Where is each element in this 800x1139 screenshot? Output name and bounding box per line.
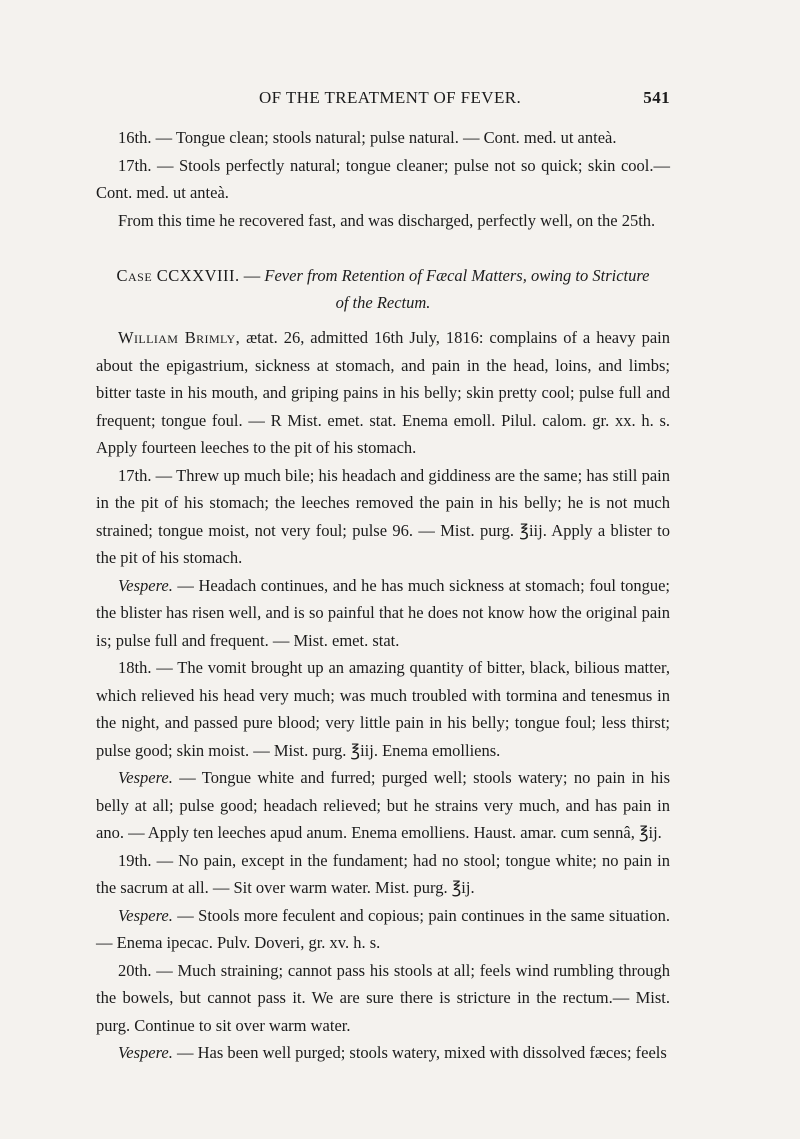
- entry-text: 17th. — Threw up much bile; his headach and giddiness are the same; has still pain in the pit of his stomach; the leeches removed the pain in his belly; he is not much strained; tongue moist, not very foul; pulse 96. — Mist. purg. ℥iij. Apply a blister to the pit of his stomach.: [96, 465, 670, 567]
- entry-text: 20th. — Much straining; cannot pass his stools at all; feels wind rumbling through the bowels, but cannot pass it. We are sure there is stricture in the rectum.— Mist. purg. Continue to sit over warm water.: [96, 960, 670, 1035]
- entry-text: — Stools more feculent and copious; pain continues in the same situation. — Enema ipecac. Pulv. Doveri, gr. xv. h. s.: [96, 905, 670, 952]
- paragraph-16th: 16th. — Tongue clean; stools natural; pulse natural. — Cont. med. ut anteà.: [118, 128, 617, 147]
- entry-text: 18th. — The vomit brought up an amazing quantity of bitter, black, bilious matter, which relieved his head very much; was much troubled with tormina and tenesmus in the night, and passed pure blood; very little pain in his belly; tongue foul; less thirst; pulse good; skin moist. — Mist. purg. ℥iij. Enema emolliens.: [96, 658, 670, 760]
- paragraph-17th: 17th. — Stools perfectly natural; tongue cleaner; pulse not so quick; skin cool.— Cont. med. ut anteà.: [96, 155, 670, 202]
- case-dash: —: [239, 266, 265, 285]
- case-label: Case CCXXVIII.: [116, 266, 240, 285]
- entry-19th: [96, 847, 670, 902]
- case-title-line1: Fever from Retention of Fæcal Matters, owing to Stricture: [264, 266, 650, 285]
- entry-20th-vespere: [96, 1039, 670, 1067]
- entry-lead: Vespere.: [118, 905, 173, 925]
- patient-name: William Brimly,: [118, 328, 241, 347]
- entry-17th: [96, 462, 670, 572]
- paragraph-discharge: From this time he recovered fast, and was discharged, perfectly well, on the 25th.: [118, 210, 656, 230]
- body-text: [96, 124, 670, 1067]
- entry-18th-vespere: [96, 764, 670, 847]
- page-number: 541: [643, 88, 670, 107]
- admission-text: ætat. 26, admitted 16th July, 1816: complains of a heavy pain about the epigastrium, sickness at stomach, and pain in the head, loins, and limbs; bitter taste in his mouth, and griping pains in his belly; skin pretty cool; pulse full and frequent; tongue foul. — R Mist. emet. stat. Enema emoll. Pilul. calom. gr. xx. h. s. Apply fourteen leeches to the pit of his stomach.: [96, 328, 670, 457]
- entry-lead: Vespere.: [118, 768, 173, 787]
- entry-18th: [96, 654, 670, 764]
- entry-17th-vespere: [96, 572, 670, 655]
- running-title: OF THE TREATMENT OF FEVER.: [259, 88, 522, 107]
- entry-lead: Vespere.: [118, 1043, 173, 1062]
- entry-text: — Tongue white and furred; purged well; stools watery; no pain in his belly at all; pulse good; headach relieved; but he strains very much, and has pain in ano. — Apply ten leeches apud anum. Enema emolliens. Haust. amar. cum sennâ, ℥ij.: [96, 768, 670, 842]
- case-heading: [96, 262, 670, 316]
- entry-text: — Headach continues, and he has much sickness at stomach; foul tongue; the blister has risen well, and is so painful that he does not know how the original pain is; pulse full and frequent. — Mist. emet. stat.: [96, 575, 670, 650]
- paragraph-admission: [96, 324, 670, 462]
- entry-text: — Has been well purged; stools watery, mixed with dissolved fæces; feels: [172, 1043, 667, 1062]
- page-header: [96, 88, 670, 112]
- entry-20th: [96, 957, 670, 1040]
- case-title-line2: of the Rectum.: [335, 293, 431, 312]
- entry-lead: Vespere.: [118, 575, 173, 595]
- entry-19th-vespere: [96, 902, 670, 957]
- entry-text: 19th. — No pain, except in the fundament; had no stool; tongue white; no pain in the sacrum at all. — Sit over warm water. Mist. purg. ℥ij.: [96, 850, 670, 897]
